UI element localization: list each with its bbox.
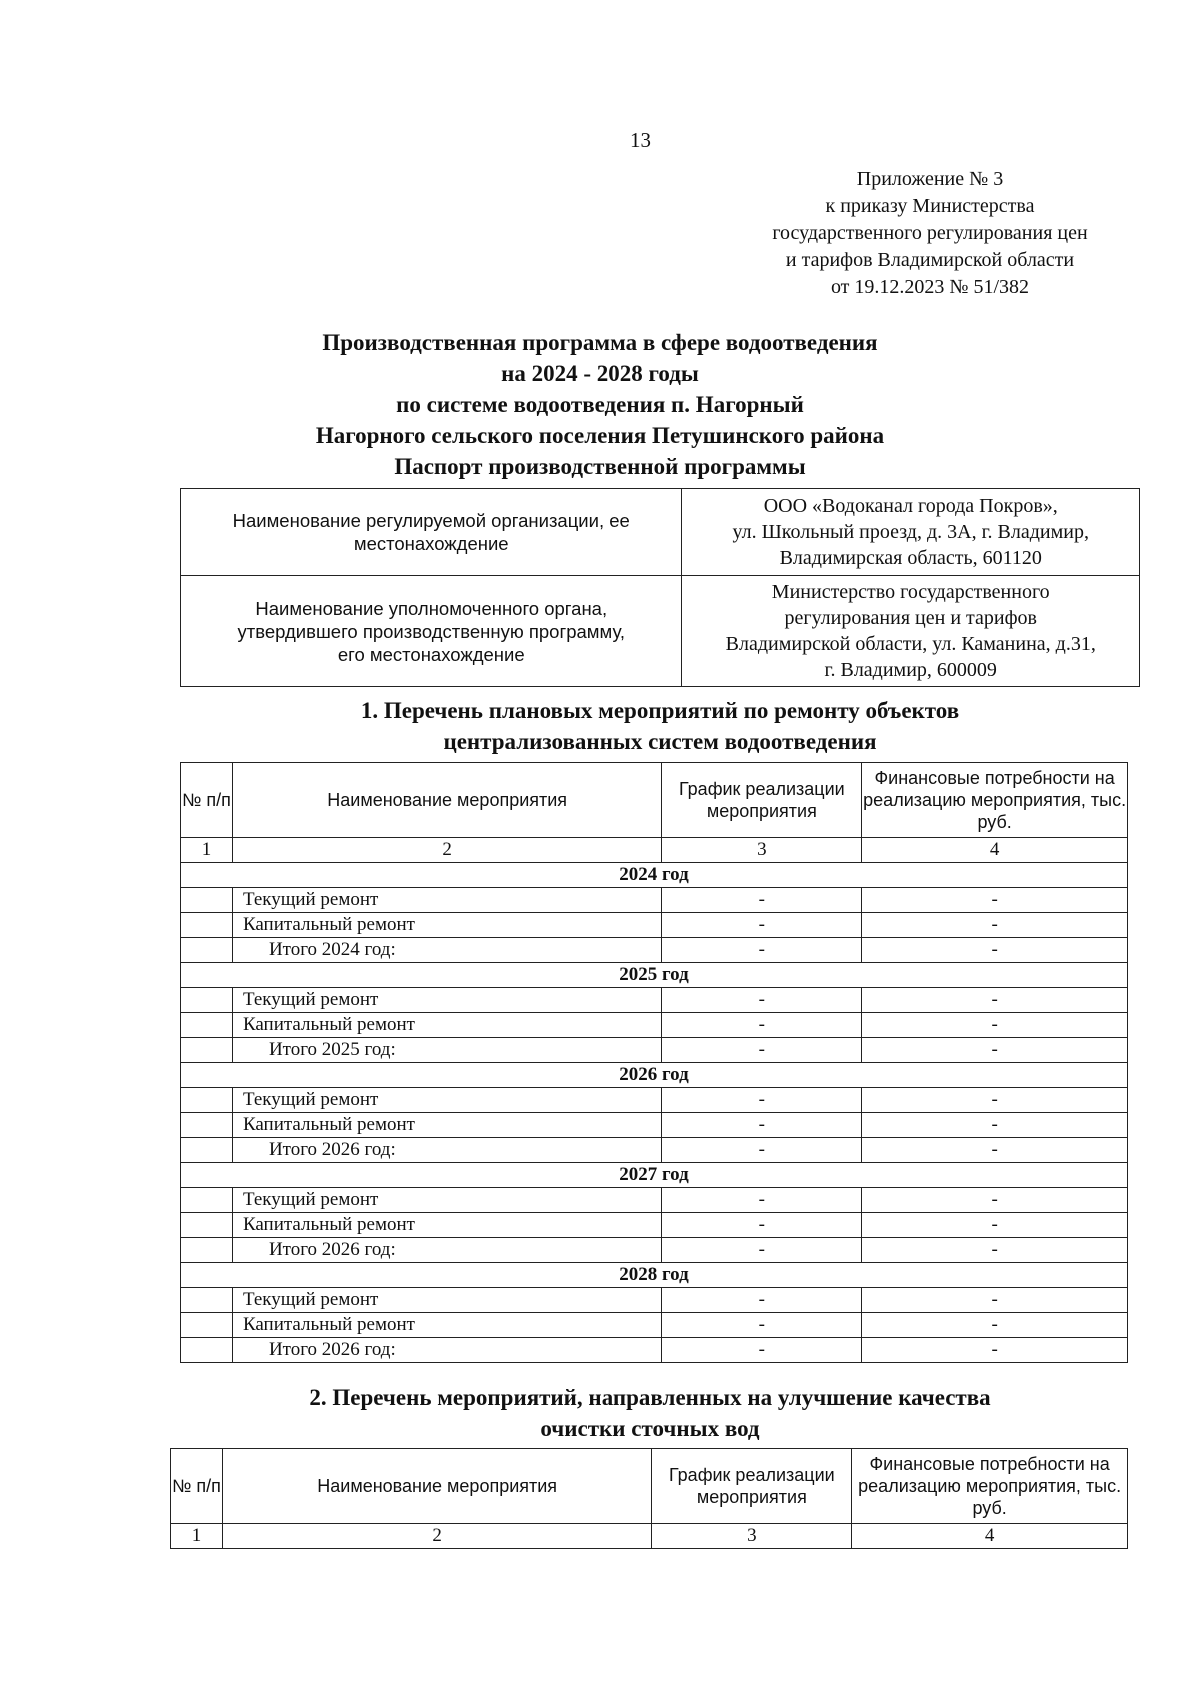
schedule-value: - — [662, 1213, 862, 1238]
page-number: 13 — [630, 128, 651, 152]
col-header-name: Наименование мероприятия — [222, 1449, 651, 1524]
table-row — [181, 988, 1128, 1013]
table-row — [181, 1038, 1128, 1063]
table-row — [181, 1313, 1128, 1338]
schedule-value: - — [662, 1238, 862, 1263]
table-row — [181, 489, 1140, 576]
activity-total: Итого 2026 год: — [232, 1138, 661, 1163]
quality-improvement-table — [170, 1448, 1128, 1549]
appendix-line: от 19.12.2023 № 51/382 — [830, 276, 1030, 298]
table-row — [181, 1338, 1128, 1363]
table-row — [181, 1238, 1128, 1263]
schedule-value: - — [662, 938, 862, 963]
passport-value-line: ООО «Водоканал города Покров», — [763, 495, 1058, 517]
title-line: Нагорного сельского поселения Петушинского района — [315, 423, 885, 448]
finance-value: - — [862, 1113, 1128, 1138]
year-label: 2028 год — [181, 1263, 1128, 1288]
title-line: по системе водоотведения п. Нагорный — [396, 392, 804, 417]
title-line: Производственная программа в сфере водоотведения — [322, 330, 878, 355]
passport-value-line: ул. Школьный проезд, д. 3А, г. Владимир, — [732, 521, 1089, 543]
passport-value-line: Министерство государственного — [771, 581, 1050, 603]
finance-value: - — [862, 1138, 1128, 1163]
passport-value — [682, 576, 1140, 687]
year-label: 2025 год — [181, 963, 1128, 988]
year-row — [181, 1063, 1128, 1088]
activity-total: Итого 2024 год: — [232, 938, 661, 963]
passport-label-line: Наименование уполномоченного органа, — [255, 597, 608, 619]
column-number: 1 — [181, 838, 233, 863]
column-number-row — [181, 838, 1128, 863]
table-row — [181, 1088, 1128, 1113]
table-row — [181, 888, 1128, 913]
activity-name: Капитальный ремонт — [232, 1313, 661, 1338]
column-number-row — [171, 1524, 1128, 1549]
year-row — [181, 863, 1128, 888]
finance-value: - — [862, 1338, 1128, 1363]
schedule-value: - — [662, 888, 862, 913]
column-number: 3 — [662, 838, 862, 863]
table-row — [181, 1138, 1128, 1163]
schedule-value: - — [662, 1013, 862, 1038]
table-row — [181, 1213, 1128, 1238]
schedule-value: - — [662, 1088, 862, 1113]
appendix-line: государственного регулирования цен — [772, 222, 1088, 244]
activity-name: Текущий ремонт — [232, 1188, 661, 1213]
passport-label-line: его местонахождение — [337, 643, 525, 665]
title-line: на 2024 - 2028 годы — [501, 361, 699, 386]
finance-value: - — [862, 1213, 1128, 1238]
schedule-value: - — [662, 1313, 862, 1338]
table-header-row — [181, 763, 1128, 838]
finance-value: - — [862, 1238, 1128, 1263]
col-header-name: Наименование мероприятия — [232, 763, 661, 838]
col-header-finance: Финансовые потребности на реализацию мероприятия, тыс. руб. — [852, 1449, 1128, 1524]
appendix-line: и тарифов Владимирской области — [785, 249, 1075, 271]
activity-name: Капитальный ремонт — [232, 1213, 661, 1238]
activity-total: Итого 2026 год: — [232, 1338, 661, 1363]
finance-value: - — [862, 913, 1128, 938]
activity-name: Текущий ремонт — [232, 988, 661, 1013]
col-header-schedule: График реализации мероприятия — [662, 763, 862, 838]
passport-value — [682, 489, 1140, 576]
section-title-line: 1. Перечень плановых мероприятий по ремонту объектов — [360, 698, 960, 723]
section-title-line: 2. Перечень мероприятий, направленных на улучшение качества — [309, 1385, 991, 1410]
schedule-value: - — [662, 988, 862, 1013]
appendix-line: к приказу Министерства — [825, 195, 1035, 217]
schedule-value: - — [662, 1038, 862, 1063]
column-number: 2 — [232, 838, 661, 863]
schedule-value: - — [662, 1113, 862, 1138]
section1-title — [180, 695, 1140, 757]
passport-value-line: Владимирской области, ул. Каманина, д.31, — [725, 633, 1096, 655]
table-row — [181, 913, 1128, 938]
table-row — [181, 938, 1128, 963]
year-row — [181, 1263, 1128, 1288]
finance-value: - — [862, 988, 1128, 1013]
col-header-num: № п/п — [181, 763, 233, 838]
passport-table — [180, 488, 1140, 687]
passport-value-line: регулирования цен и тарифов — [784, 607, 1037, 629]
column-number: 3 — [652, 1524, 852, 1549]
column-number: 4 — [852, 1524, 1128, 1549]
year-label: 2026 год — [181, 1063, 1128, 1088]
passport-label — [181, 576, 682, 687]
finance-value: - — [862, 888, 1128, 913]
section-title-line: очистки сточных вод — [540, 1416, 760, 1441]
section2-title — [170, 1382, 1130, 1444]
passport-label-line: утвердившего производственную программу, — [237, 620, 625, 642]
col-header-num: № п/п — [171, 1449, 223, 1524]
column-number: 2 — [222, 1524, 651, 1549]
finance-value: - — [862, 1038, 1128, 1063]
finance-value: - — [862, 1088, 1128, 1113]
activity-name: Капитальный ремонт — [232, 913, 661, 938]
title-line: Паспорт производственной программы — [394, 454, 806, 479]
col-header-schedule: График реализации мероприятия — [652, 1449, 852, 1524]
year-label: 2024 год — [181, 863, 1128, 888]
finance-value: - — [862, 1013, 1128, 1038]
activity-name: Текущий ремонт — [232, 1088, 661, 1113]
year-row — [181, 1163, 1128, 1188]
activity-name: Текущий ремонт — [232, 1288, 661, 1313]
section-title-line: централизованных систем водоотведения — [443, 729, 877, 754]
year-row — [181, 963, 1128, 988]
passport-label: Наименование регулируемой организации, ее местонахождение — [181, 489, 682, 576]
finance-value: - — [862, 1288, 1128, 1313]
appendix-header — [735, 166, 1125, 301]
repair-plan-table — [180, 762, 1128, 1363]
table-row — [181, 576, 1140, 687]
table-row — [181, 1288, 1128, 1313]
activity-total: Итого 2025 год: — [232, 1038, 661, 1063]
year-label: 2027 год — [181, 1163, 1128, 1188]
schedule-value: - — [662, 1338, 862, 1363]
col-header-finance: Финансовые потребности на реализацию мероприятия, тыс. руб. — [862, 763, 1128, 838]
schedule-value: - — [662, 913, 862, 938]
schedule-value: - — [662, 1188, 862, 1213]
appendix-line: Приложение № 3 — [856, 168, 1004, 190]
column-number: 4 — [862, 838, 1128, 863]
document-title — [180, 327, 1020, 482]
passport-value-line: Владимирская область, 601120 — [779, 547, 1042, 569]
table-row — [181, 1188, 1128, 1213]
activity-total: Итого 2026 год: — [232, 1238, 661, 1263]
table-row — [181, 1113, 1128, 1138]
activity-name: Капитальный ремонт — [232, 1013, 661, 1038]
table-row — [181, 1013, 1128, 1038]
finance-value: - — [862, 1188, 1128, 1213]
finance-value: - — [862, 938, 1128, 963]
activity-name: Капитальный ремонт — [232, 1113, 661, 1138]
column-number: 1 — [171, 1524, 223, 1549]
activity-name: Текущий ремонт — [232, 888, 661, 913]
table-header-row — [171, 1449, 1128, 1524]
schedule-value: - — [662, 1138, 862, 1163]
passport-value-line: г. Владимир, 600009 — [824, 659, 997, 681]
finance-value: - — [862, 1313, 1128, 1338]
schedule-value: - — [662, 1288, 862, 1313]
